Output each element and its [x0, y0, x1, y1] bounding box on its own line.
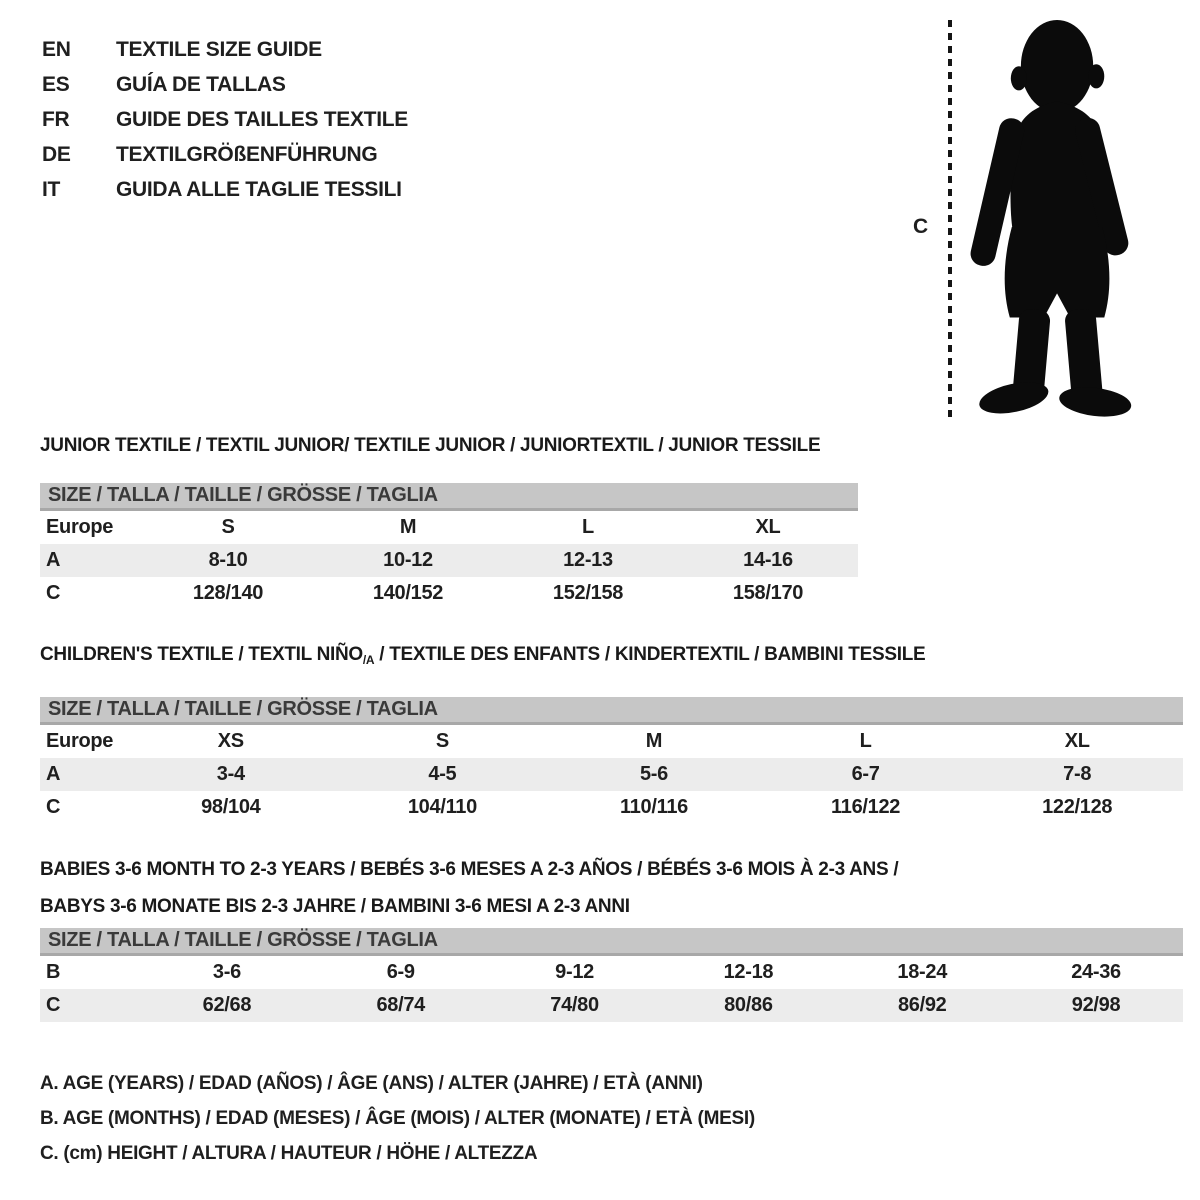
height-measure-dashed-line: [948, 20, 952, 418]
babies-textile-section: [40, 851, 1183, 1022]
height-cell: 74/80: [550, 994, 599, 1016]
language-code: DE: [42, 143, 71, 166]
language-title: GUIDA ALLE TAGLIE TESSILI: [116, 178, 402, 201]
language-row-fr: [42, 102, 408, 137]
age-cell: 12-18: [723, 961, 774, 983]
height-cell: 62/68: [202, 994, 252, 1016]
language-code: EN: [42, 38, 71, 61]
age-cell: 10-12: [383, 549, 433, 571]
language-code: ES: [42, 73, 70, 96]
row-label: C: [46, 994, 61, 1016]
size-cell: L: [859, 730, 872, 752]
language-title: GUIDE DES TAILLES TEXTILE: [116, 108, 408, 131]
legend-line-a: A. AGE (YEARS) / EDAD (AÑOS) / ÂGE (ANS) / ALTER (JAHRE) / ETÀ (ANNI): [40, 1073, 703, 1094]
age-cell: 18-24: [897, 961, 948, 983]
size-cell: L: [582, 516, 594, 538]
table-row: [40, 956, 1183, 989]
language-code: FR: [42, 108, 70, 131]
age-cell: 9-12: [555, 961, 594, 983]
age-cell: 6-9: [386, 961, 415, 983]
title-subscript: /A: [362, 653, 375, 667]
size-cell: M: [399, 516, 417, 538]
children-size-header-bar: SIZE / TALLA / TAILLE / GRÖSSE / TAGLIA: [40, 697, 1183, 725]
age-cell: 12-13: [563, 549, 613, 571]
babies-title-line-1: BABIES 3-6 MONTH TO 2-3 YEARS / BEBÉS 3-6 MESES A 2-3 AÑOS / BÉBÉS 3-6 MOIS À 2-3 ANS /: [40, 859, 899, 880]
height-cell: 98/104: [201, 796, 261, 818]
height-cell: 122/128: [1042, 796, 1113, 818]
size-cell: S: [435, 730, 449, 752]
language-title-list: [42, 32, 408, 207]
height-measure-figure: [905, 12, 1155, 424]
measurement-legend: [40, 1066, 755, 1171]
height-cell: 80/86: [724, 994, 773, 1016]
age-cell: 14-16: [743, 549, 793, 571]
language-row-es: [42, 67, 408, 102]
age-cell: 3-4: [216, 763, 245, 785]
age-cell: 5-6: [639, 763, 668, 785]
height-cell: 68/74: [376, 994, 426, 1016]
age-cell: 6-7: [851, 763, 880, 785]
language-title: TEXTILGRÖßENFÜHRUNG: [116, 143, 378, 166]
size-cell: XL: [1064, 730, 1090, 752]
size-cell: S: [221, 516, 235, 538]
table-row: [40, 758, 1183, 791]
language-row-it: [42, 172, 408, 207]
height-cell: 86/92: [897, 994, 947, 1016]
row-label: A: [46, 549, 61, 571]
language-title: TEXTILE SIZE GUIDE: [116, 38, 322, 61]
children-textile-section: [40, 644, 1183, 824]
children-section-title: [40, 644, 1183, 671]
table-row: [40, 577, 858, 610]
height-cell: 158/170: [732, 582, 804, 604]
height-cell: 104/110: [407, 796, 477, 818]
size-cell: M: [645, 730, 663, 752]
table-row: [40, 544, 858, 577]
language-row-de: [42, 137, 408, 172]
size-cell: XL: [755, 516, 781, 538]
row-label: B: [46, 961, 61, 983]
row-label: Europe: [46, 730, 114, 752]
legend-line-b: B. AGE (MONTHS) / EDAD (MESES) / ÂGE (MOIS) / ALTER (MONATE) / ETÀ (MESI): [40, 1108, 755, 1129]
toddler-silhouette-icon: [963, 16, 1135, 418]
junior-size-header-bar: SIZE / TALLA / TAILLE / GRÖSSE / TAGLIA: [40, 483, 858, 511]
age-cell: 8-10: [208, 549, 248, 571]
table-row: [40, 511, 858, 544]
babies-size-header-bar: SIZE / TALLA / TAILLE / GRÖSSE / TAGLIA: [40, 928, 1183, 956]
height-cell: 116/122: [831, 796, 901, 818]
row-label: A: [46, 763, 61, 785]
junior-textile-section: [40, 435, 858, 610]
row-label: Europe: [46, 516, 114, 538]
age-cell: 4-5: [428, 763, 457, 785]
row-label: C: [46, 796, 61, 818]
height-cell: 92/98: [1071, 994, 1121, 1016]
junior-section-title: JUNIOR TEXTILE / TEXTIL JUNIOR/ TEXTILE JUNIOR / JUNIORTEXTIL / JUNIOR TESSILE: [40, 435, 821, 456]
height-cell: 152/158: [552, 582, 624, 604]
title-rest: / TEXTILE DES ENFANTS / KINDERTEXTIL / BAMBINI TESSILE: [374, 644, 926, 665]
size-cell: XS: [217, 730, 244, 752]
height-cell: 128/140: [192, 582, 264, 604]
age-cell: 24-36: [1071, 961, 1121, 983]
language-code: IT: [42, 178, 61, 201]
table-row: [40, 989, 1183, 1022]
table-row: [40, 725, 1183, 758]
height-cell: 110/116: [619, 796, 688, 818]
height-measure-label: C: [913, 215, 929, 238]
age-cell: 3-6: [212, 961, 241, 983]
age-cell: 7-8: [1063, 763, 1092, 785]
babies-title-line-2: BABYS 3-6 MONATE BIS 2-3 JAHRE / BAMBINI 3-6 MESI A 2-3 ANNI: [40, 896, 630, 917]
legend-line-c: C. (cm) HEIGHT / ALTURA / HAUTEUR / HÖHE / ALTEZZA: [40, 1143, 538, 1164]
row-label: C: [46, 582, 61, 604]
language-row-en: [42, 32, 408, 67]
title-main: CHILDREN'S TEXTILE / TEXTIL NIÑO: [40, 644, 363, 665]
table-row: [40, 791, 1183, 824]
height-cell: 140/152: [372, 582, 444, 604]
language-title: GUÍA DE TALLAS: [116, 73, 286, 96]
babies-section-title: [40, 851, 1183, 925]
